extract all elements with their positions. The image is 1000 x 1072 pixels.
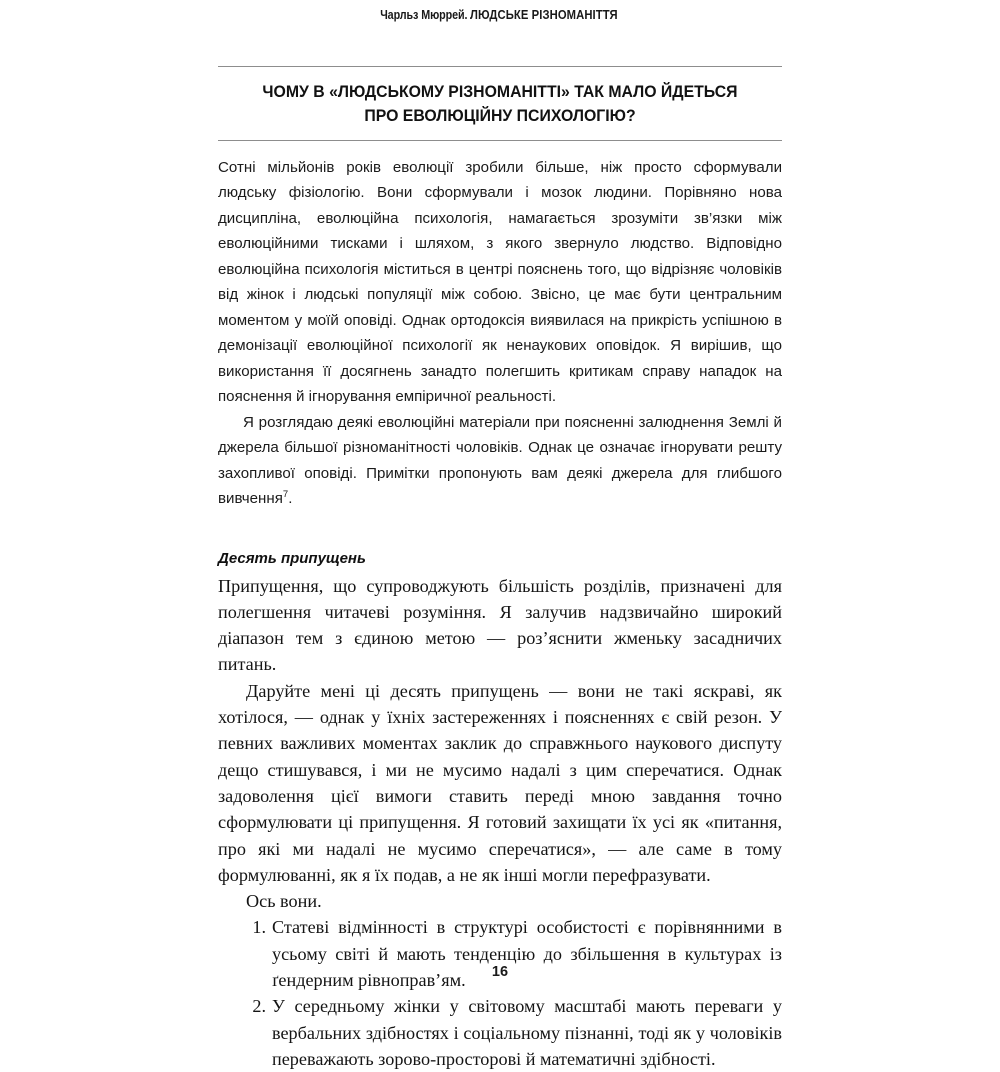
section-paragraph-2: Даруйте мені ці десять припущень — вони не такі яскраві, як хотілося, — однак у їхніх застереженнях і поясненнях є свій резон. У певних важливих моментах заклик до справжнього наукового диспуту дещо стишувався, і ми не мусимо надалі з цим сперечатися. Однак задоволення цієї вимоги ставить переді мною завдання точно сформулювати ці припущення. Я готовий захищати їх усі як «питання, про які ми надалі не мусимо сперечатися», — але саме в тому формулюванні, як я їх подав, а не як інші могли перефразувати. xyxy=(218,680,782,885)
page-content xyxy=(218,0,782,1072)
running-head-author: Чарльз Мюррей. xyxy=(379,8,467,22)
list-item: У середньому жінки у світовому масштабі мають переваги у вербальних здібностях і соціальному пізнанні, тоді як у чоловіків переважають зорово-просторові й математичні здібності. xyxy=(272,996,782,1069)
assumptions-section xyxy=(218,573,782,915)
intro-section xyxy=(218,155,782,512)
intro-paragraph-2-tail: . xyxy=(288,490,293,508)
running-head-book-title: ЛЮДСЬКЕ РІЗНОМАНІТТЯ xyxy=(470,8,619,22)
intro-paragraph-2 xyxy=(218,410,782,512)
chapter-title-line-2: ПРО ЕВОЛЮЦІЙНУ ПСИХОЛОГІЮ? xyxy=(364,107,636,126)
section-subheading: Десять припущень xyxy=(218,549,366,567)
list-item: Статеві відмінності в структурі особистості є порівнянними в усьому світі й мають тенденцію до збільшення в культурах із ґендерним рівноправ’ям. xyxy=(272,917,782,991)
footnote-marker[interactable]: 7 xyxy=(282,489,289,501)
chapter-title-block xyxy=(218,66,782,141)
assumptions-list xyxy=(218,914,782,1072)
section-paragraph-3: Ось вони. xyxy=(246,891,322,912)
page-number: 16 xyxy=(491,964,509,980)
chapter-title-line-1: ЧОМУ В «ЛЮДСЬКОМУ РІЗНОМАНІТТІ» ТАК МАЛО ЙДЕТЬСЯ xyxy=(262,83,738,101)
intro-paragraph-1: Сотні мільйонів років еволюції зробили більше, ніж просто сформували людську фізіологію. Вони сформували і мозок людини. Порівняно нова дисципліна, еволюційна психологія, намагається зрозуміти зв’язки між еволюційними тисками і шляхом, з якого звернуло людство. Відповідно еволюційна психологія міститься в центрі пояснень того, що відрізняє чоловіків від жінок і людські популяції між собою. Звісно, це має бути центральним моментом у моїй оповіді. Однак ортодоксія виявилася на прикрість успішною в демонізації еволюційної психології як ненаукових оповідок. Я вирішив, що використання її досягнень занадто полегшить критикам справу нападок на пояснення й ігнорування емпіричної реальності. xyxy=(218,158,782,406)
section-paragraph-1: Припущення, що супроводжують більшість розділів, призначені для полегшення читачеві розуміння. Я залучив надзвичайно широкий діапазон тем з єдиною метою — роз’яснити жменьку засадничих питань. xyxy=(218,575,782,675)
intro-paragraph-2-text: Я розглядаю деякі еволюційні матеріали при поясненні залюднення Землі й джерела більшої різноманітності чоловіків. Однак це означає ігнорувати решту захопливої оповіді. Примітки пропонують вам деякі джерела для глибшого вивчення xyxy=(218,413,782,508)
